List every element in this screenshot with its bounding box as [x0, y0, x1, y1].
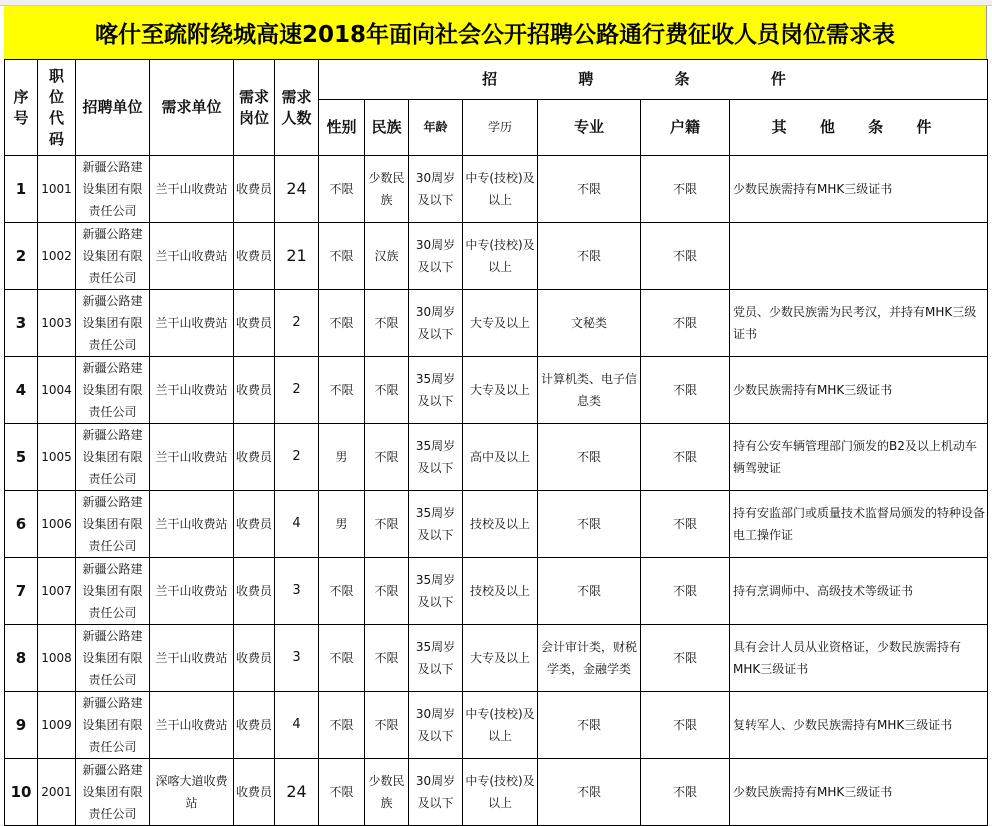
cell-post: 收费员	[234, 156, 275, 223]
cell-other: 少数民族需持有MHK三级证书	[730, 759, 988, 826]
cell-unit: 兰干山收费站	[150, 491, 234, 558]
cell-ethnicity: 不限	[365, 625, 409, 692]
header-seq: 序号	[5, 60, 38, 156]
header-count: 需求人数	[275, 60, 319, 156]
cell-employer: 新疆公路建设集团有限责任公司	[76, 290, 150, 357]
cell-major: 不限	[538, 223, 641, 290]
cell-education: 中专(技校)及以上	[463, 759, 538, 826]
cell-post: 收费员	[234, 223, 275, 290]
cell-gender: 不限	[319, 357, 365, 424]
cell-code: 1001	[38, 156, 76, 223]
cell-employer: 新疆公路建设集团有限责任公司	[76, 223, 150, 290]
table-row	[5, 156, 988, 223]
cell-employer: 新疆公路建设集团有限责任公司	[76, 424, 150, 491]
table-row	[5, 357, 988, 424]
cell-count: 24	[275, 759, 319, 826]
cell-unit: 兰干山收费站	[150, 290, 234, 357]
cell-residence: 不限	[641, 290, 730, 357]
cell-ethnicity: 不限	[365, 357, 409, 424]
cell-employer: 新疆公路建设集团有限责任公司	[76, 156, 150, 223]
cell-major: 文秘类	[538, 290, 641, 357]
cell-age: 35周岁及以下	[409, 424, 463, 491]
cell-seq: 8	[5, 625, 38, 692]
cell-residence: 不限	[641, 625, 730, 692]
cell-other: 党员、少数民族需为民考汉，并持有MHK三级证书	[730, 290, 988, 357]
table-row	[5, 558, 988, 625]
cell-count: 2	[275, 357, 319, 424]
cell-ethnicity: 不限	[365, 692, 409, 759]
cell-count: 3	[275, 625, 319, 692]
table-row	[5, 424, 988, 491]
cell-residence: 不限	[641, 424, 730, 491]
cell-employer: 新疆公路建设集团有限责任公司	[76, 357, 150, 424]
cell-count: 24	[275, 156, 319, 223]
cell-post: 收费员	[234, 692, 275, 759]
header-ethnicity: 民族	[365, 100, 409, 156]
table-row	[5, 625, 988, 692]
cell-seq: 2	[5, 223, 38, 290]
cell-age: 35周岁及以下	[409, 625, 463, 692]
cell-age: 30周岁及以下	[409, 223, 463, 290]
cell-ethnicity: 汉族	[365, 223, 409, 290]
cell-code: 1003	[38, 290, 76, 357]
cell-post: 收费员	[234, 625, 275, 692]
header-code: 职位代码	[38, 60, 76, 156]
cell-residence: 不限	[641, 223, 730, 290]
cell-other: 少数民族需持有MHK三级证书	[730, 156, 988, 223]
table-row	[5, 290, 988, 357]
cell-ethnicity: 不限	[365, 558, 409, 625]
cell-age: 35周岁及以下	[409, 558, 463, 625]
cell-gender: 不限	[319, 223, 365, 290]
cell-seq: 3	[5, 290, 38, 357]
cell-education: 高中及以上	[463, 424, 538, 491]
cell-ethnicity: 不限	[365, 290, 409, 357]
cell-unit: 兰干山收费站	[150, 424, 234, 491]
cell-major: 不限	[538, 156, 641, 223]
cell-code: 1007	[38, 558, 76, 625]
cell-age: 30周岁及以下	[409, 290, 463, 357]
cell-employer: 新疆公路建设集团有限责任公司	[76, 625, 150, 692]
cell-residence: 不限	[641, 156, 730, 223]
cell-employer: 新疆公路建设集团有限责任公司	[76, 692, 150, 759]
cell-post: 收费员	[234, 759, 275, 826]
cell-major: 不限	[538, 424, 641, 491]
cell-unit: 兰干山收费站	[150, 156, 234, 223]
cell-gender: 不限	[319, 558, 365, 625]
cell-other: 持有烹调师中、高级技术等级证书	[730, 558, 988, 625]
cell-seq: 9	[5, 692, 38, 759]
cell-major: 会计审计类，财税学类，金融学类	[538, 625, 641, 692]
cell-seq: 1	[5, 156, 38, 223]
cell-major: 计算机类、电子信息类	[538, 357, 641, 424]
cell-post: 收费员	[234, 558, 275, 625]
cell-code: 1004	[38, 357, 76, 424]
header-gender: 性别	[319, 100, 365, 156]
cell-code: 2001	[38, 759, 76, 826]
header-conditions: 招 聘 条 件	[319, 60, 988, 100]
cell-residence: 不限	[641, 692, 730, 759]
cell-residence: 不限	[641, 759, 730, 826]
cell-code: 1005	[38, 424, 76, 491]
page-title: 喀什至疏附绕城高速2018年面向社会公开招聘公路通行费征收人员岗位需求表	[4, 6, 987, 59]
cell-education: 中专(技校)及以上	[463, 692, 538, 759]
cell-gender: 不限	[319, 625, 365, 692]
cell-unit: 深喀大道收费站	[150, 759, 234, 826]
cell-education: 技校及以上	[463, 558, 538, 625]
cell-education: 大专及以上	[463, 290, 538, 357]
cell-ethnicity: 少数民族	[365, 759, 409, 826]
header-other: 其 他 条 件	[730, 100, 988, 156]
header-post: 需求岗位	[234, 60, 275, 156]
header-age: 年龄	[409, 100, 463, 156]
cell-post: 收费员	[234, 290, 275, 357]
cell-code: 1009	[38, 692, 76, 759]
cell-major: 不限	[538, 692, 641, 759]
header-employer: 招聘单位	[76, 60, 150, 156]
cell-employer: 新疆公路建设集团有限责任公司	[76, 759, 150, 826]
cell-gender: 男	[319, 491, 365, 558]
cell-count: 21	[275, 223, 319, 290]
cell-post: 收费员	[234, 357, 275, 424]
header-unit: 需求单位	[150, 60, 234, 156]
cell-age: 30周岁及以下	[409, 759, 463, 826]
cell-code: 1002	[38, 223, 76, 290]
cell-post: 收费员	[234, 491, 275, 558]
cell-major: 不限	[538, 491, 641, 558]
cell-seq: 7	[5, 558, 38, 625]
cell-unit: 兰干山收费站	[150, 692, 234, 759]
cell-ethnicity: 不限	[365, 424, 409, 491]
cell-gender: 不限	[319, 759, 365, 826]
cell-residence: 不限	[641, 357, 730, 424]
cell-seq: 4	[5, 357, 38, 424]
cell-residence: 不限	[641, 558, 730, 625]
cell-education: 中专(技校)及以上	[463, 156, 538, 223]
cell-other: 少数民族需持有MHK三级证书	[730, 357, 988, 424]
cell-unit: 兰干山收费站	[150, 625, 234, 692]
cell-age: 30周岁及以下	[409, 156, 463, 223]
table-row	[5, 692, 988, 759]
cell-age: 35周岁及以下	[409, 357, 463, 424]
cell-other: 复转军人、少数民族需持有MHK三级证书	[730, 692, 988, 759]
cell-code: 1008	[38, 625, 76, 692]
cell-gender: 不限	[319, 692, 365, 759]
cell-ethnicity: 不限	[365, 491, 409, 558]
cell-age: 35周岁及以下	[409, 491, 463, 558]
cell-post: 收费员	[234, 424, 275, 491]
cell-major: 不限	[538, 558, 641, 625]
cell-count: 3	[275, 558, 319, 625]
cell-education: 技校及以上	[463, 491, 538, 558]
cell-other: 具有会计人员从业资格证，少数民族需持有MHK三级证书	[730, 625, 988, 692]
cell-gender: 不限	[319, 156, 365, 223]
cell-education: 大专及以上	[463, 357, 538, 424]
header-education: 学历	[463, 100, 538, 156]
cell-code: 1006	[38, 491, 76, 558]
header-residence: 户籍	[641, 100, 730, 156]
cell-other	[730, 223, 988, 290]
cell-employer: 新疆公路建设集团有限责任公司	[76, 491, 150, 558]
table-row	[5, 491, 988, 558]
cell-unit: 兰干山收费站	[150, 558, 234, 625]
cell-education: 中专(技校)及以上	[463, 223, 538, 290]
cell-seq: 10	[5, 759, 38, 826]
header-major: 专业	[538, 100, 641, 156]
cell-seq: 6	[5, 491, 38, 558]
cell-gender: 男	[319, 424, 365, 491]
cell-unit: 兰干山收费站	[150, 357, 234, 424]
cell-employer: 新疆公路建设集团有限责任公司	[76, 558, 150, 625]
table-row	[5, 223, 988, 290]
cell-ethnicity: 少数民族	[365, 156, 409, 223]
table-row	[5, 759, 988, 826]
cell-gender: 不限	[319, 290, 365, 357]
cell-education: 大专及以上	[463, 625, 538, 692]
cell-major: 不限	[538, 759, 641, 826]
cell-other: 持有安监部门或质量技术监督局颁发的特种设备电工操作证	[730, 491, 988, 558]
cell-age: 30周岁及以下	[409, 692, 463, 759]
cell-count: 4	[275, 491, 319, 558]
cell-other: 持有公安车辆管理部门颁发的B2及以上机动车辆驾驶证	[730, 424, 988, 491]
cell-residence: 不限	[641, 491, 730, 558]
cell-count: 2	[275, 424, 319, 491]
cell-count: 2	[275, 290, 319, 357]
cell-count: 4	[275, 692, 319, 759]
cell-unit: 兰干山收费站	[150, 223, 234, 290]
cell-seq: 5	[5, 424, 38, 491]
job-requirements-table	[4, 59, 988, 826]
